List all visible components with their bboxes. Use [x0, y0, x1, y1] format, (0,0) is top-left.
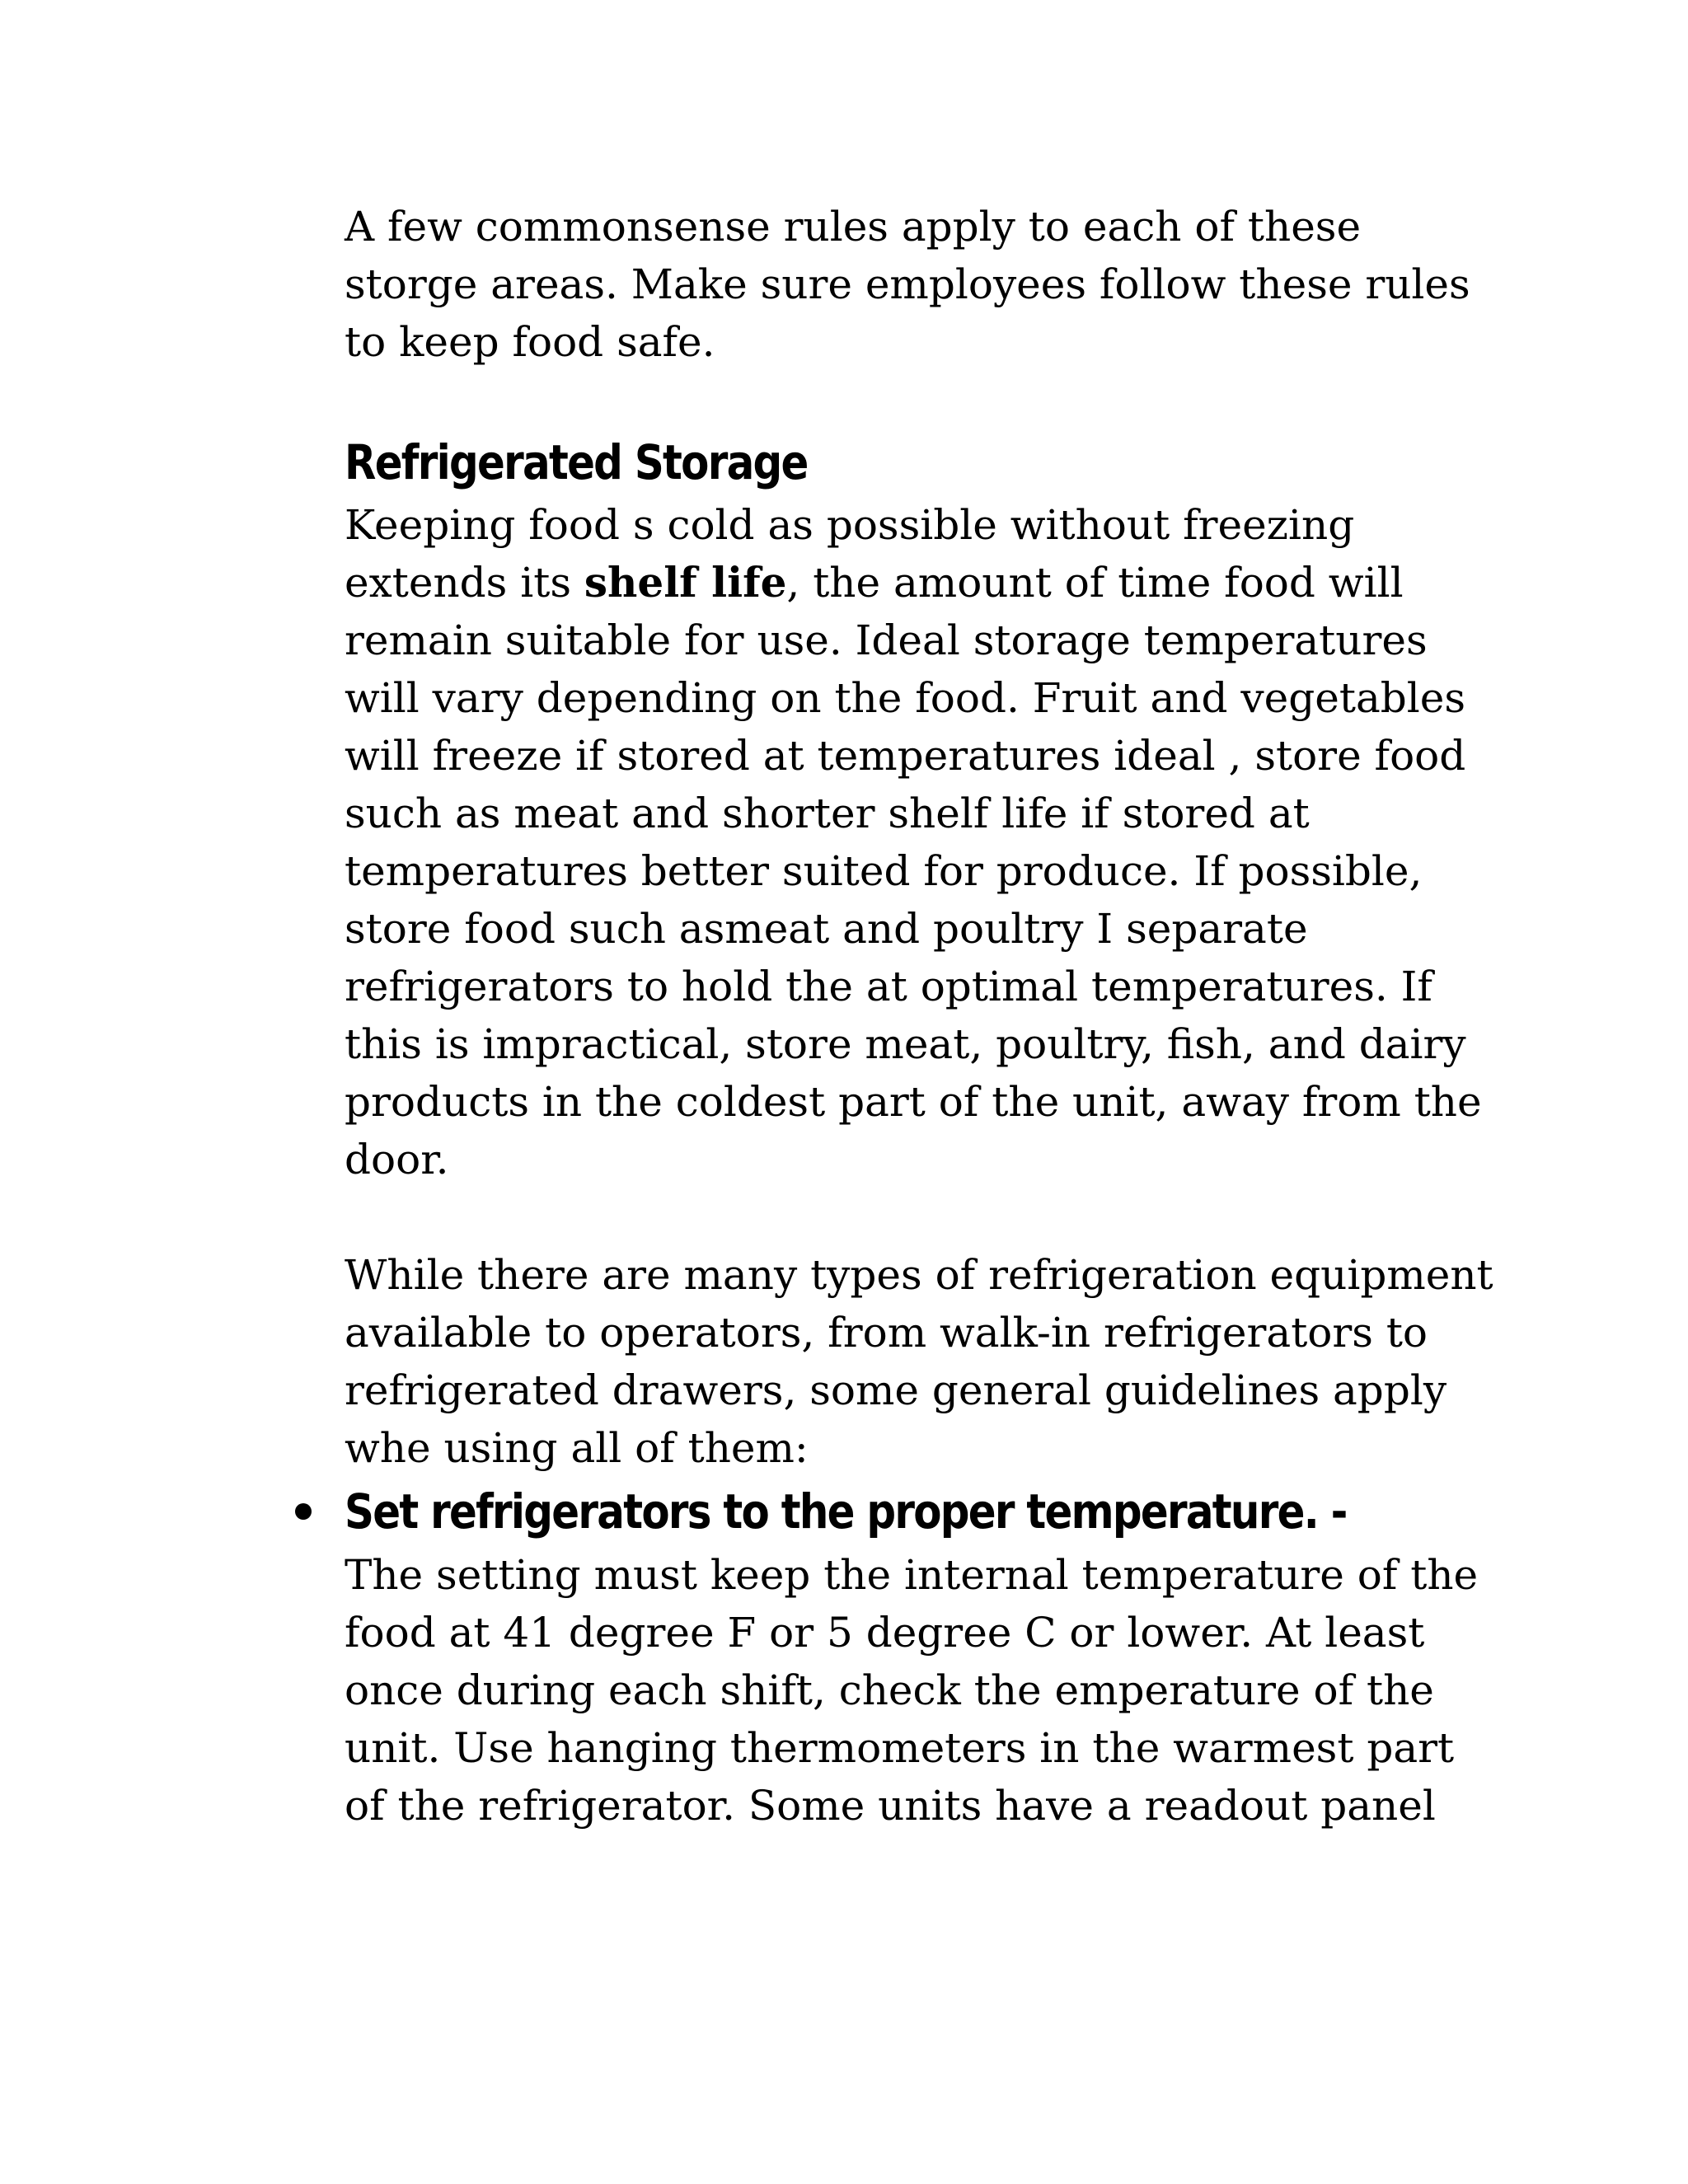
bullet-list [345, 1477, 1498, 1835]
intro-paragraph: A few commonsense rules apply to each of these storge areas. Make sure employees follow these rules to keep food safe. [345, 203, 1470, 366]
paragraph-text: , the amount of time food will remain suitable for use. Ideal storage temperatures will vary depending on the food. Fruit and vegetables will freeze if stored at temperatures ideal , store food such as meat and shorter shelf life if stored at temperatures better suited for produce. If possible, store food such asmeat and poultry I separate refrigerators to hold the at optimal temperatures. If this is impractical, store meat, poultry, fish, and dairy products in the coldest part of the unit, away from the door. [345, 559, 1482, 1183]
section-heading: Refrigerated Storage [345, 434, 808, 490]
bullet-icon [295, 1503, 312, 1520]
bullet-heading: Set refrigerators to the proper temperature. - [345, 1483, 1347, 1540]
list-item [345, 1477, 1498, 1835]
page-content [345, 198, 1498, 1835]
guidelines-paragraph: While there are many types of refrigeration equipment available to operators, from walk-in refrigerators to refrigerated drawers, some general guidelines apply whe using all of them: [345, 1251, 1493, 1472]
shelf-life-term: shelf life [584, 558, 787, 607]
refrigerated-storage-paragraph [345, 496, 1498, 1188]
paragraph-text: Keeping food s cold as possible without freezing extends its [345, 501, 1355, 607]
bullet-text: The setting must keep the internal temperature of the food at 41 degree F or 5 degree C or lower. At least once during each shift, check the emperature of the unit. Use hanging thermometers in the warmest part of the refrigerator. Some units have a readout panel [345, 1551, 1479, 1830]
